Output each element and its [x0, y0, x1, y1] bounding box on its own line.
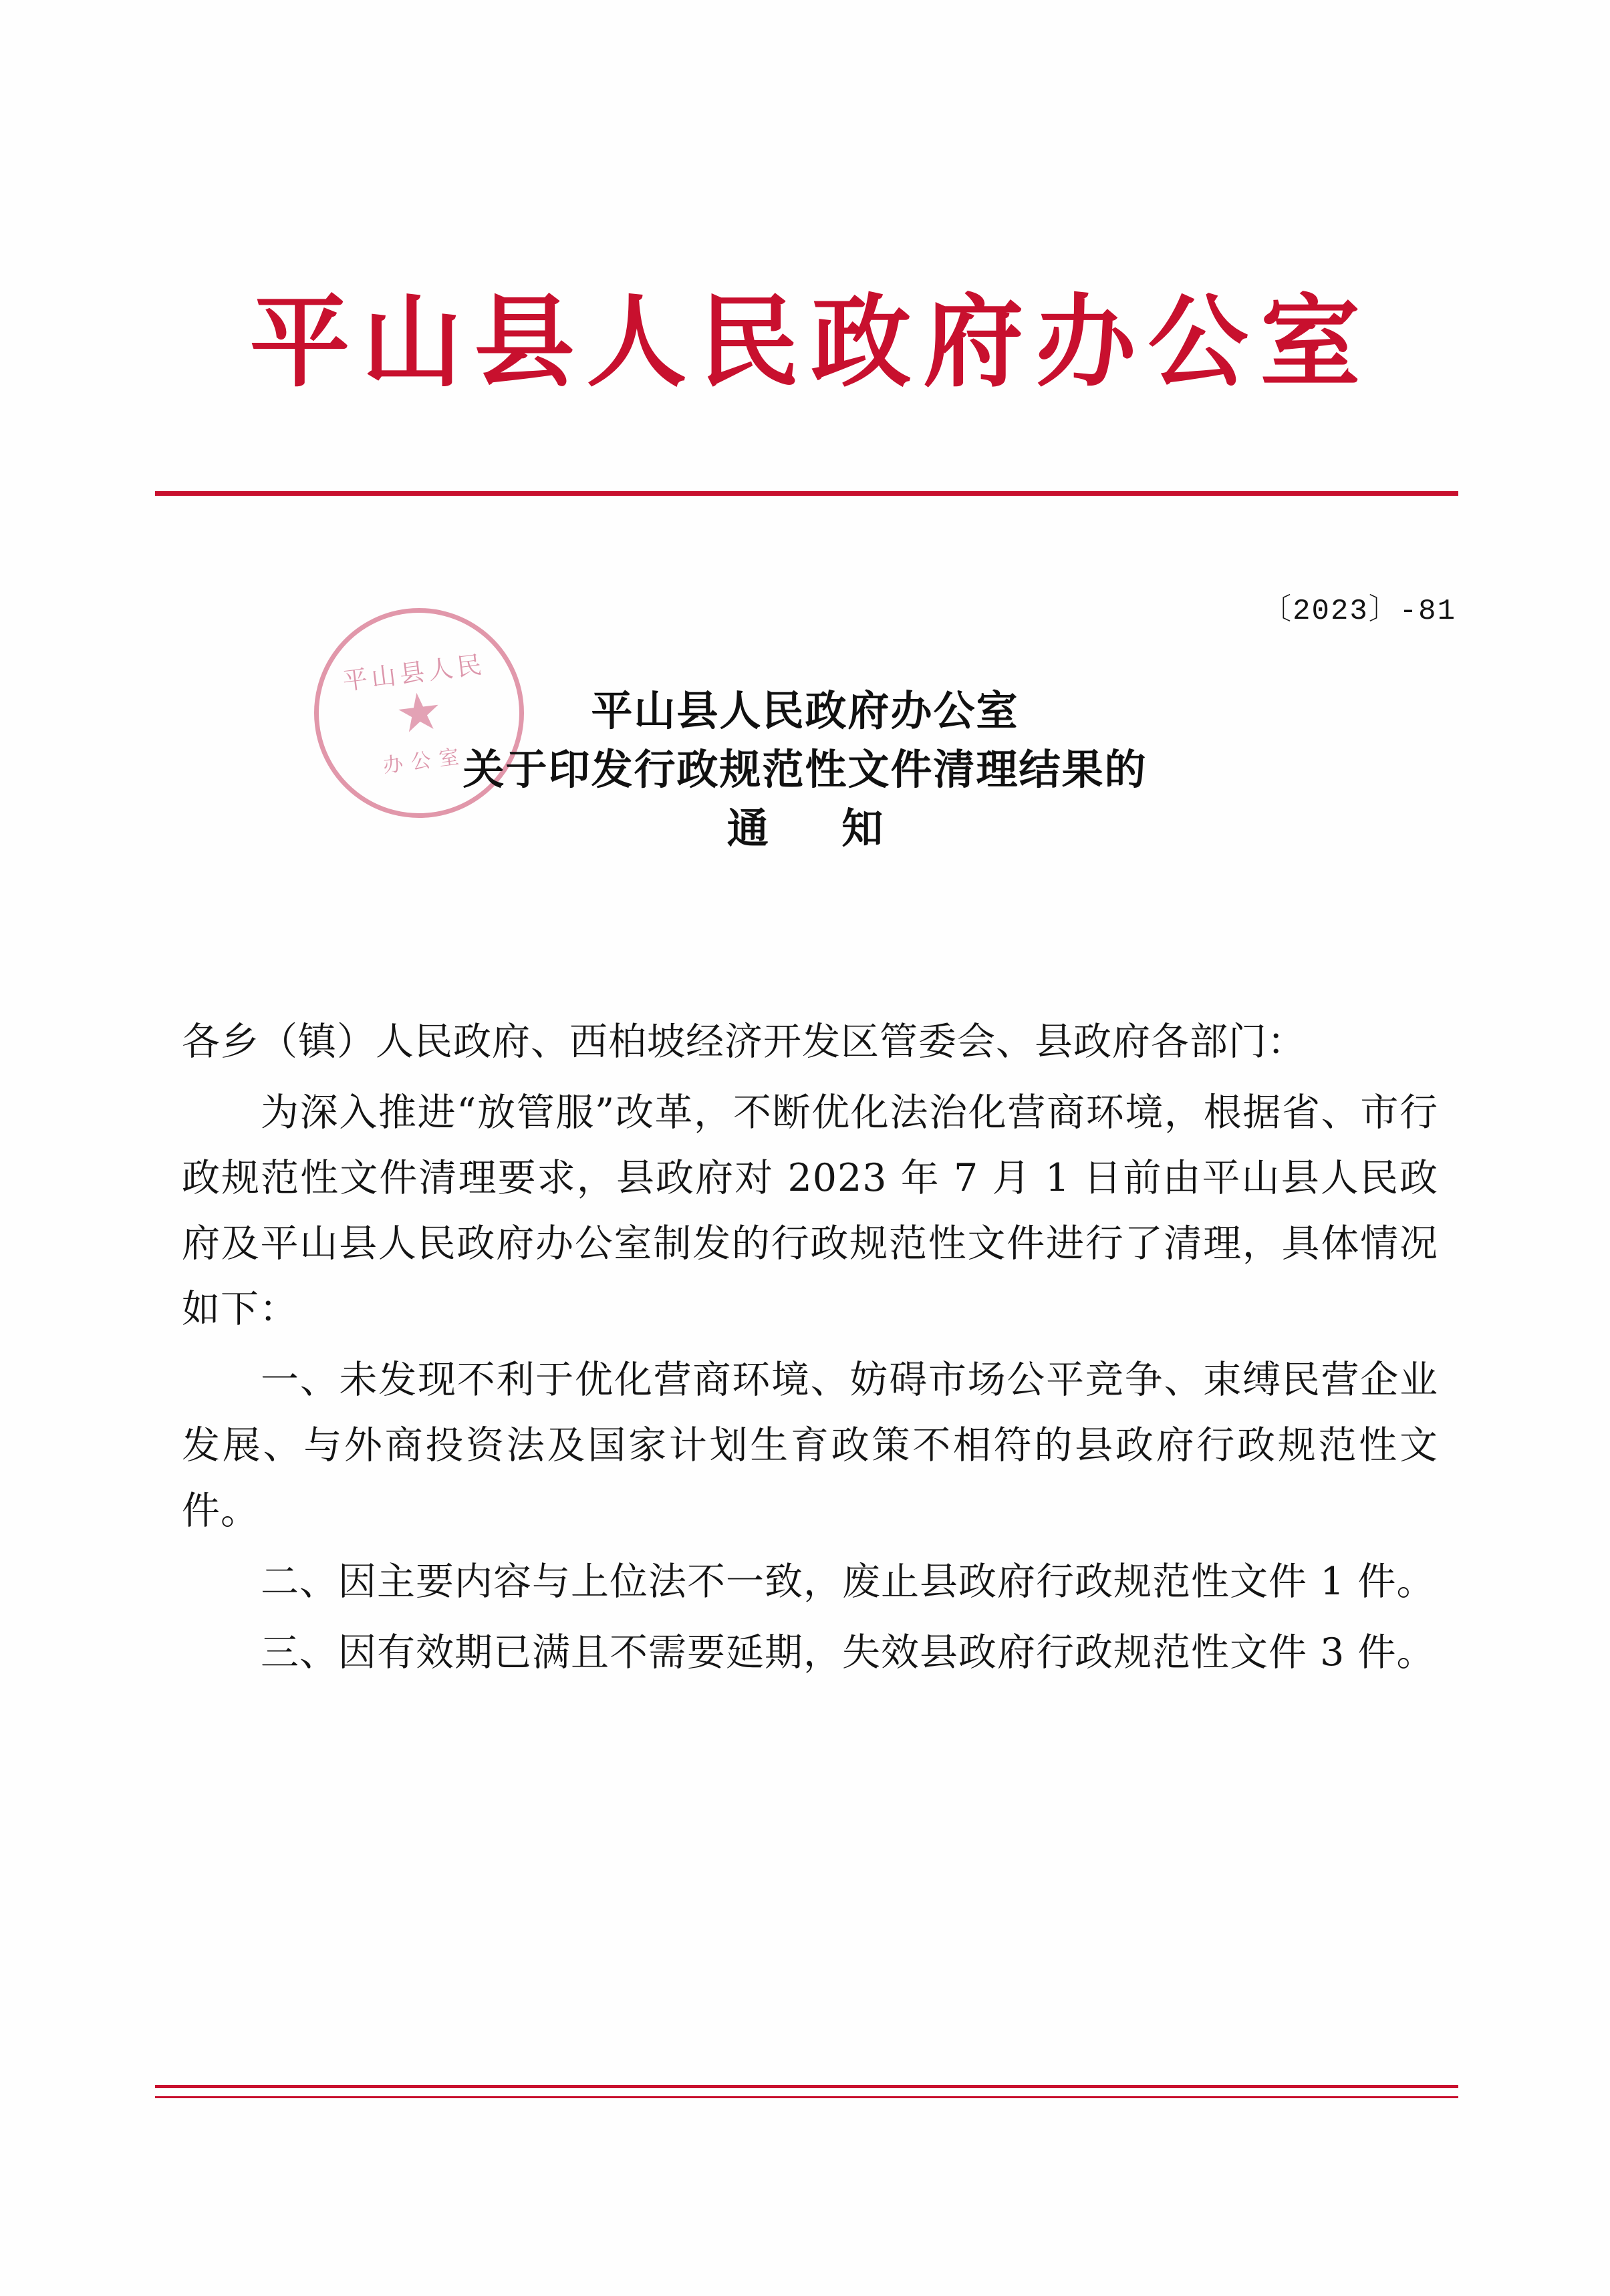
recipients-line: 各乡（镇）人民政府、西柏坡经济开发区管委会、县政府各部门： — [182, 1020, 1306, 1064]
masthead — [0, 283, 1610, 401]
masthead-title: 平山县人民政府办公室 — [249, 283, 1373, 401]
seal-star-icon: ★ — [392, 681, 446, 744]
title-line-1: 平山县人民政府办公室 — [591, 686, 1019, 735]
body-item-2: 二、因主要内容与上位法不一致，废止县政府行政规范性文件 1 件。 — [261, 1560, 1436, 1604]
body-paragraph-1: 为深入推进“放管服”改革，不断优化法治化营商环境，根据省、市行政规范性文件清理要求，县政府对 2023 年 7 月 1 日前由平山县人民政府及平山县人民政府办公室制发的行政规范性文件进行了清理，具体情况如下： — [182, 1091, 1438, 1332]
title-line-2: 关于印发行政规范性文件清理结果的 — [462, 745, 1148, 795]
masthead-divider — [155, 491, 1458, 496]
seal-top-text: 平山县人民 — [341, 650, 487, 696]
document-number: 〔2023〕-81 — [1262, 595, 1456, 628]
footer-divider-thin — [155, 2096, 1458, 2098]
document-body — [182, 1009, 1438, 1691]
footer-divider-thick — [155, 2085, 1458, 2088]
document-title — [0, 682, 1610, 858]
seal-bottom-text: 办公室 — [382, 744, 468, 778]
title-line-3: 通 知 — [726, 804, 913, 853]
body-item-1: 一、未发现不利于优化营商环境、妨碍市场公平竞争、束缚民营企业发展、与外商投资法及国家计划生育政策不相符的县政府行政规范性文件。 — [182, 1358, 1438, 1534]
body-item-3: 三、因有效期已满且不需要延期，失效县政府行政规范性文件 3 件。 — [261, 1630, 1436, 1675]
